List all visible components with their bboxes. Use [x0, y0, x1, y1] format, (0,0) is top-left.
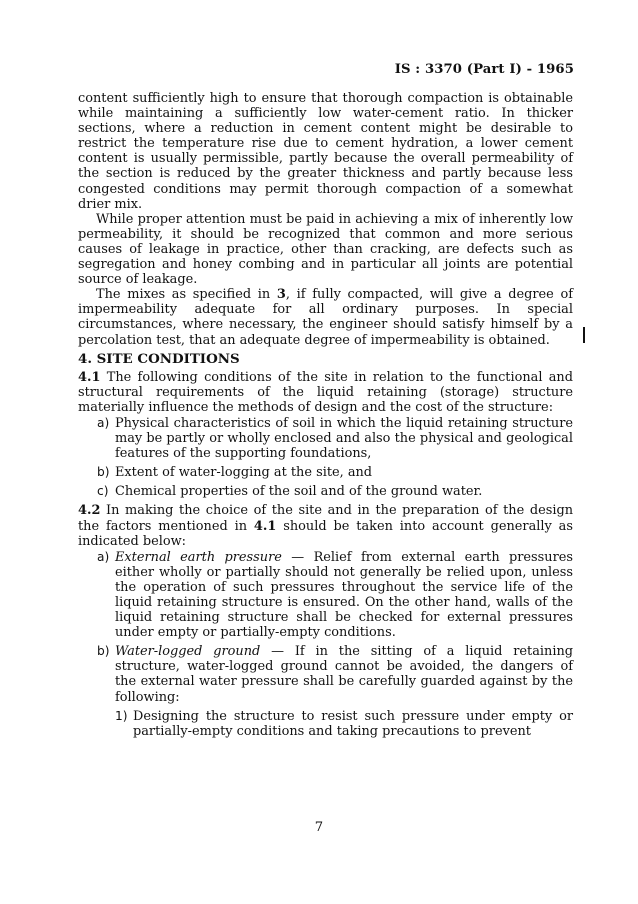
list-item-water-logged	[78, 644, 573, 704]
section-heading: 4. SITE CONDITIONS	[78, 350, 240, 367]
item-text: — Relief from external earth pressures either wholly or partially should not generally be relied upon, unless the operation of such pressures throughout the service life of the liquid retaining structure is ensured. On the other hand, walls of the liquid retaining structure shall be checked for external pressures under empty or partially-empty conditions.	[115, 549, 573, 641]
list-item-text: Extent of water-logging at the site, and	[115, 465, 373, 481]
paragraph-mixes-pre: The mixes as specified in	[96, 287, 277, 303]
item-title: Water-logged ground	[115, 644, 261, 660]
clause-4-2	[78, 503, 573, 548]
list-marker: b)	[97, 465, 110, 480]
list-marker: a)	[97, 549, 110, 564]
section-ref-4-1: 4.1	[253, 518, 277, 534]
list-marker: c)	[97, 484, 109, 499]
sub-list-item	[78, 709, 573, 739]
clause-text-pre: In making the choice of the site and in the preparation of the design the factors mentioned in	[78, 503, 573, 534]
clause-4-1	[78, 370, 573, 415]
section-ref-3: 3	[276, 287, 286, 303]
standard-header: IS : 3370 (Part I) - 1965	[394, 62, 574, 77]
clause-text-post: should be taken into account generally as indicated below:	[78, 518, 573, 549]
list-item	[78, 416, 573, 461]
paragraph-continuation: content sufficiently high to ensure that thorough compaction is obtainable while maintaining a sufficiently low water-cement ratio. In thicker sections, where a reduction in cement content might be desirable to restrict the temperature rise due to cement hydration, a lower cement content is usually permissible, partly because the overall permeability of the section is reduced by the greater thickness and partly because less congested conditions may permit thorough compaction of a somewhat drier mix.	[78, 91, 573, 212]
paragraph-mixes	[78, 287, 573, 347]
list-marker: a)	[97, 415, 110, 430]
list-marker: b)	[97, 644, 110, 659]
paragraph-leakage: While proper attention must be paid in achieving a mix of inherently low permeability, it should be recognized that common and more serious causes of leakage in practice, other than cracking, are defects such as segregation and honey combing and in particular all joints are potential source of leakage.	[78, 211, 573, 288]
list-item	[78, 465, 573, 480]
item-title: External earth pressure	[115, 549, 282, 565]
page-content	[78, 91, 573, 739]
revision-marker	[583, 327, 585, 343]
paragraph-mixes-post: , if fully compacted, will give a degree of impermeability adequate for all ordinary purposes. In special circumstances, where necessary, the engineer should satisfy himself by a percolation test, that an adequate degree of impermeability is obtained.	[78, 287, 573, 348]
list-item	[78, 484, 573, 499]
page-number: 7	[314, 820, 324, 835]
factors-list	[78, 550, 573, 739]
sub-list-item-text: Designing the structure to resist such pressure under empty or partially-empty conditions and taking precautions to prevent	[133, 708, 573, 739]
conditions-list	[78, 416, 573, 499]
list-item-text: Physical characteristics of soil in which the liquid retaining structure may be partly or wholly enclosed and also the physical and geological features of the supporting foundations,	[115, 415, 573, 462]
list-item-earth-pressure	[78, 550, 573, 641]
clause-text: The following conditions of the site in relation to the functional and structural requirements of the liquid retaining (storage) structure materially influence the methods of design and the cost of the structure:	[78, 369, 573, 415]
sub-list-marker: 1)	[115, 708, 128, 723]
list-item-text: Chemical properties of the soil and of the ground water.	[115, 484, 483, 500]
item-text: — If in the sitting of a liquid retaining structure, water-logged ground cannot be avoided, the dangers of the external water pressure shall be carefully guarded against by the following:	[115, 644, 573, 705]
clause-number: 4.1	[78, 369, 101, 385]
clause-number: 4.2	[78, 503, 101, 519]
